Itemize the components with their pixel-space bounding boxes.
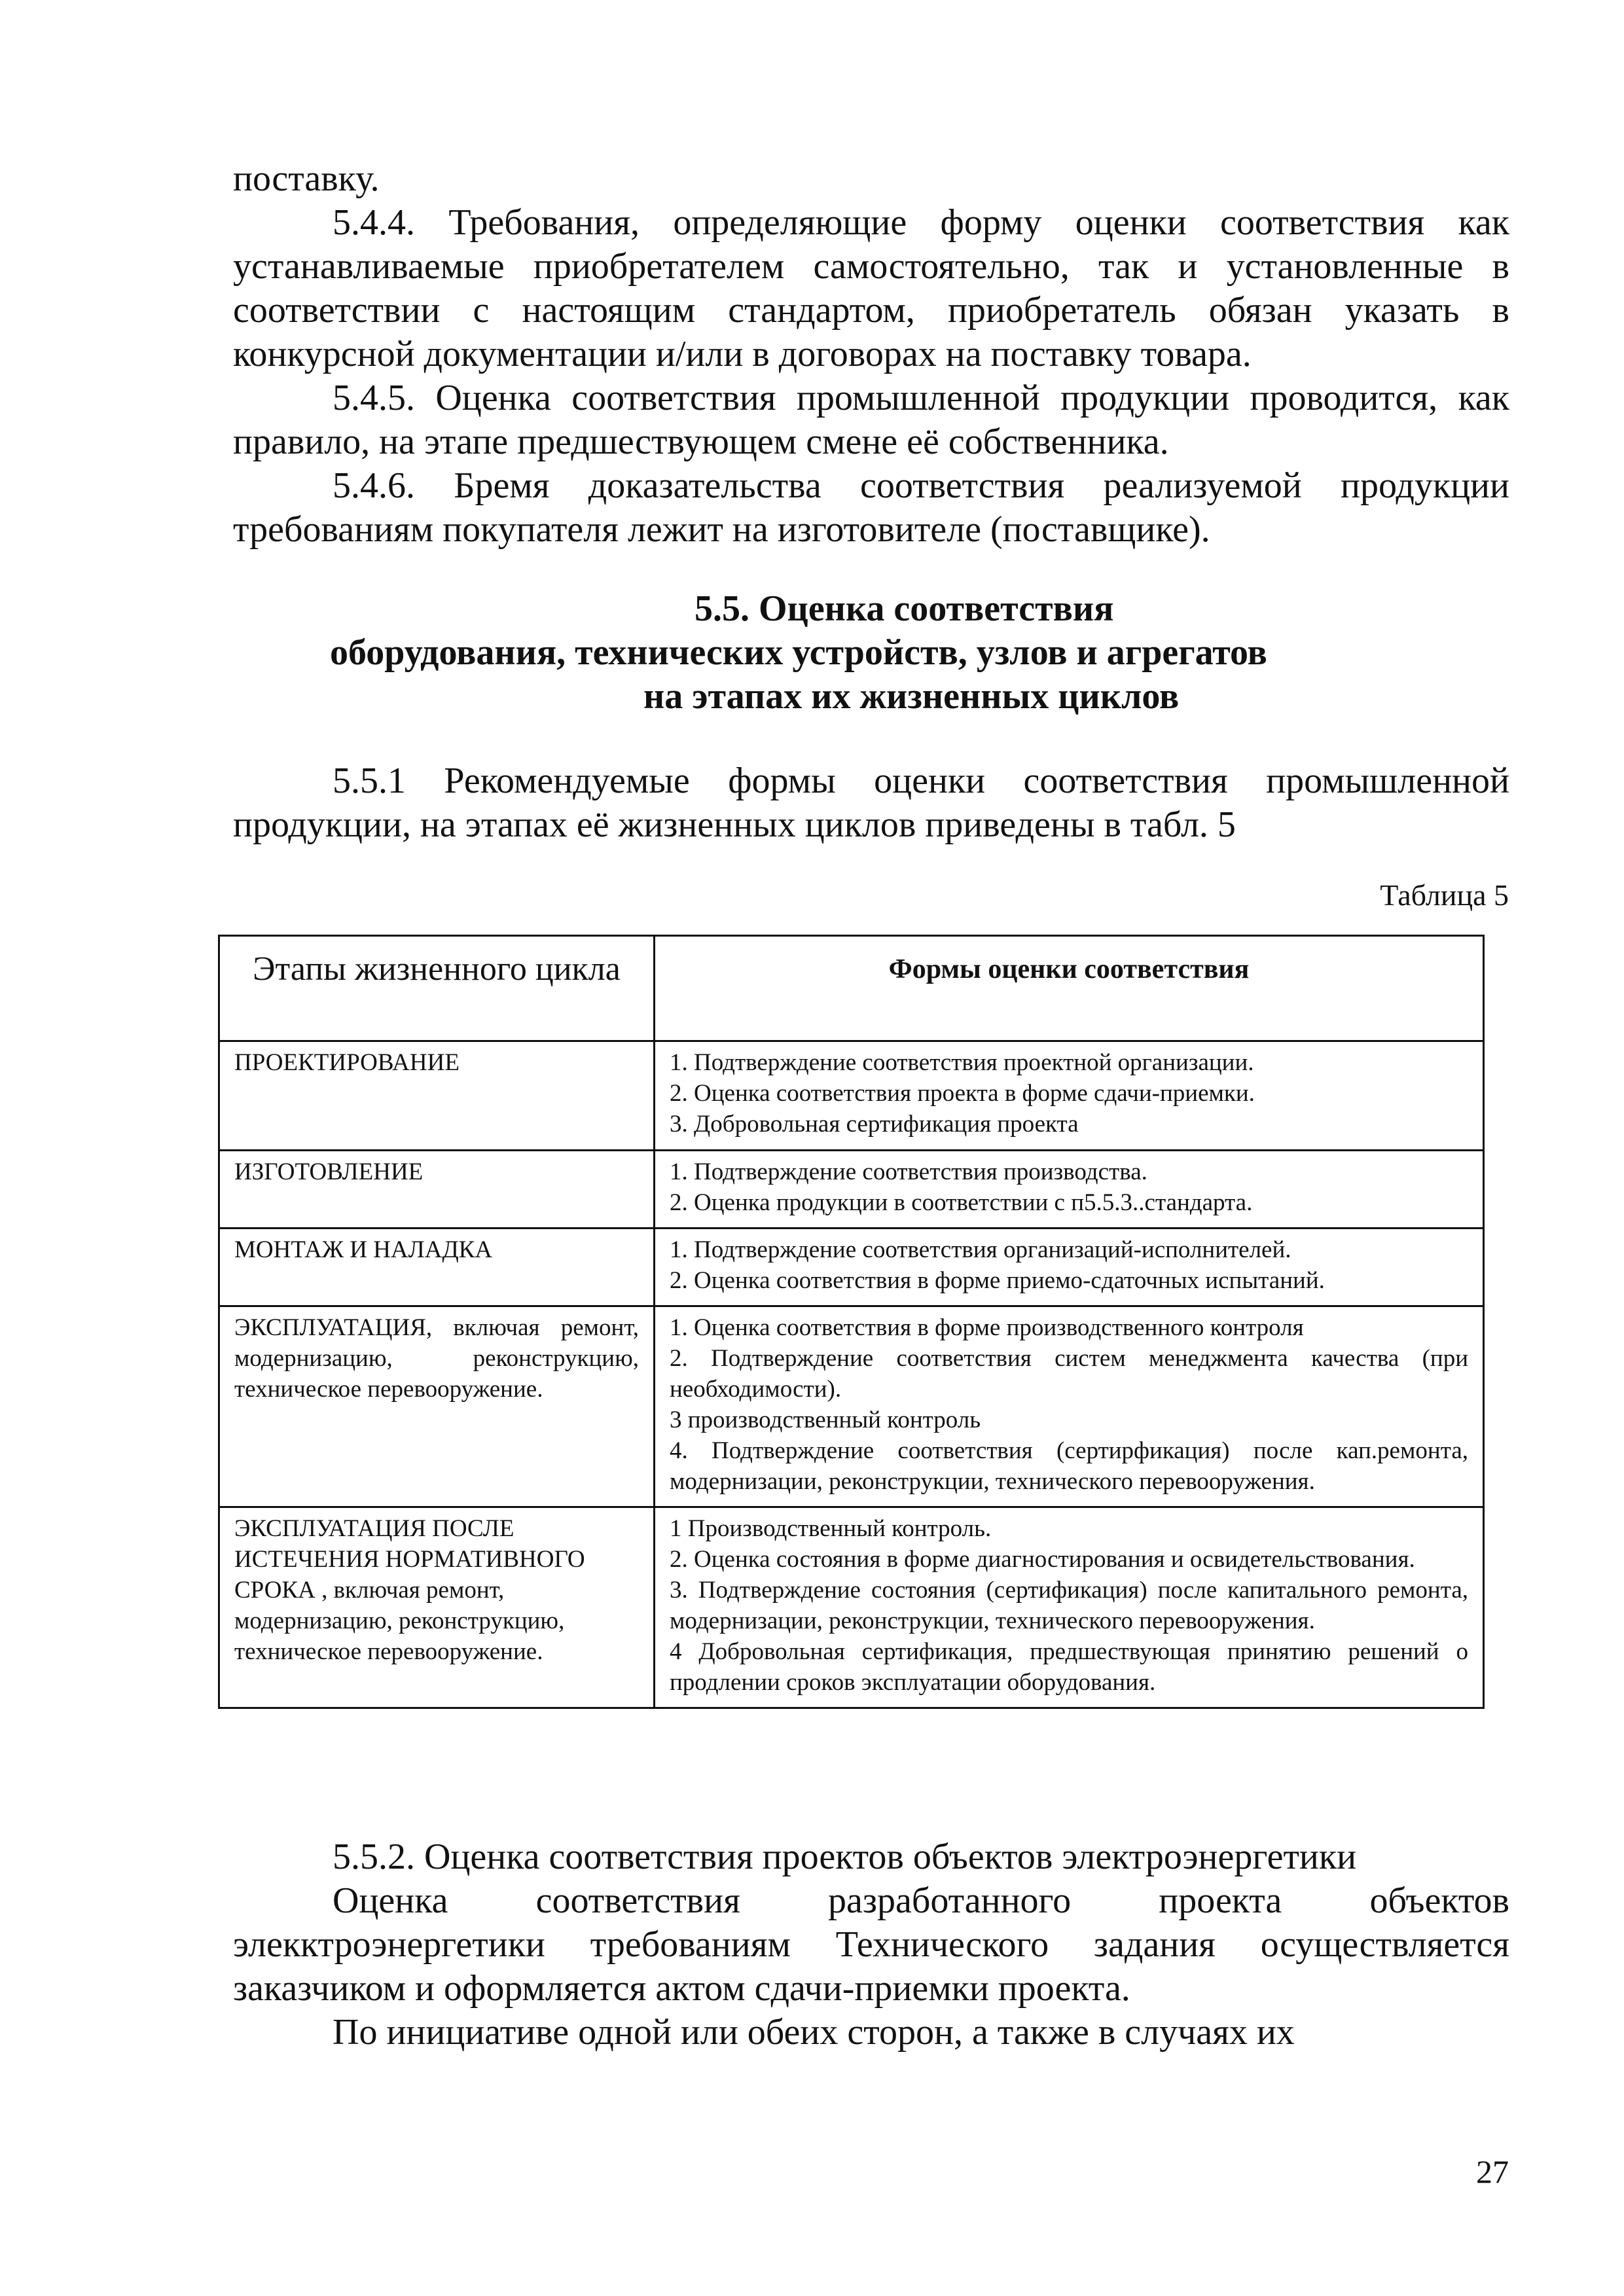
stage-cell: МОНТАЖ И НАЛАДКА — [219, 1229, 655, 1306]
paragraph-5-4-6: 5.4.6. Бремя доказательства соответствия реализуемой продукции требованиям покупателя лежит на изготовителе (поставщике). — [233, 465, 1509, 550]
table-row — [219, 1229, 1484, 1306]
form-item: 2. Оценка продукции в соответствии с п5.5.3..стандарта. — [670, 1189, 1253, 1216]
forms-cell — [655, 1151, 1484, 1229]
form-item: 1. Подтверждение соответствия проектной организации. — [670, 1049, 1254, 1076]
stage-cell: ЭКСПЛУАТАЦИЯ, включая ремонт, модернизацию, реконструкцию, техническое перевооружение. — [219, 1306, 655, 1507]
table-row — [219, 1507, 1484, 1708]
section-5-5-heading — [233, 587, 1509, 719]
form-item: 3 производственный контроль — [670, 1407, 981, 1433]
form-item: 4. Подтверждение соответствия (сертирфикация) после кап.ремонта, модернизации, реконструкции, технического перевооружения. — [670, 1437, 1468, 1495]
paragraph-5-5-1: 5.5.1 Рекомендуемые формы оценки соответствия промышленной продукции, на этапах её жизненных циклов приведены в табл. 5 — [233, 761, 1509, 845]
form-item: 1. Подтверждение соответствия организаций-исполнителей. — [670, 1236, 1291, 1263]
paragraph-5-4-5: 5.4.5. Оценка соответствия промышленной продукции проводится, как правило, на этапе предшествующем смене её собственника. — [233, 378, 1509, 462]
form-item: 2. Оценка соответствия в форме приемо-сдаточных испытаний. — [670, 1267, 1325, 1294]
table-row — [219, 1306, 1484, 1507]
paragraph-5-5-2-title: 5.5.2. Оценка соответствия проектов объектов электроэнергетики — [333, 1837, 1357, 1877]
table-row — [219, 1041, 1484, 1151]
heading-line-3: на этапах их жизненных циклов — [643, 676, 1180, 717]
form-item: 1. Оценка соответствия в форме производственного контроля — [670, 1314, 1304, 1341]
form-item: 4 Добровольная сертификация, предшествующая принятию решений о продлении сроков эксплуатации оборудования. — [670, 1638, 1468, 1696]
form-item: 2. Оценка состояния в форме диагностирования и освидетельствования. — [670, 1546, 1415, 1573]
form-item: 3. Подтверждение состояния (сертификация) после капитального ремонта, модернизации, реконструкции, технического перевооружения. — [670, 1577, 1468, 1634]
forms-cell — [655, 1306, 1484, 1507]
table-row — [219, 1151, 1484, 1229]
form-item: 2. Оценка соответствия проекта в форме сдачи-приемки. — [670, 1080, 1255, 1107]
form-item: 1. Подтверждение соответствия производства. — [670, 1158, 1147, 1185]
paragraph-initiative: По инициативе одной или обеих сторон, а также в случаях их — [333, 2012, 1295, 2053]
page-number: 27 — [1476, 2153, 1509, 2190]
forms-cell — [655, 1041, 1484, 1151]
header-stage: Этапы жизненного цикла — [219, 936, 655, 1041]
section-5-5-2-text — [233, 1835, 1509, 2054]
paragraph-5-5-2-body: Оценка соответствия разработанного проекта объектов элекктроэнергетики требованиям Технического задания осуществляется заказчиком и оформляется актом сдачи-приемки проекта. — [233, 1880, 1509, 2009]
section-5-5-1-text — [233, 759, 1509, 847]
conformity-forms-table — [218, 935, 1485, 1709]
section-5-4-text — [233, 157, 1509, 552]
header-forms: Формы оценки соответствия — [655, 936, 1484, 1041]
stage-cell: ИЗГОТОВЛЕНИЕ — [219, 1151, 655, 1229]
forms-cell — [655, 1229, 1484, 1306]
form-item: 1 Производственный контроль. — [670, 1515, 992, 1542]
stage-cell: ПРОЕКТИРОВАНИЕ — [219, 1041, 655, 1151]
table-caption: Таблица 5 — [1380, 878, 1509, 912]
forms-cell — [655, 1507, 1484, 1708]
paragraph-5-4-4: 5.4.4. Требования, определяющие форму оценки соответствия как устанавливаемые приобретателем самостоятельно, так и установленные в соответствии с настоящим стандартом, приобретатель обязан указать в конкурсной документации и/или в договорах на поставку товара. — [233, 202, 1509, 374]
table-header-row — [219, 936, 1484, 1041]
paragraph-continuation: поставку. — [233, 158, 380, 199]
heading-line-1: 5.5. Оценка соответствия — [695, 588, 1114, 629]
stage-cell: ЭКСПЛУАТАЦИЯ ПОСЛЕ ИСТЕЧЕНИЯ НОРМАТИВНОГО СРОКА , включая ремонт, модернизацию, реконструкцию, техническое перевооружение. — [219, 1507, 655, 1708]
form-item: 3. Добровольная сертификация проекта — [670, 1111, 1079, 1138]
heading-line-2: оборудования, технических устройств, узлов и агрегатов — [330, 632, 1267, 673]
form-item: 2. Подтверждение соответствия систем менеджмента качества (при необходимости). — [670, 1345, 1468, 1403]
